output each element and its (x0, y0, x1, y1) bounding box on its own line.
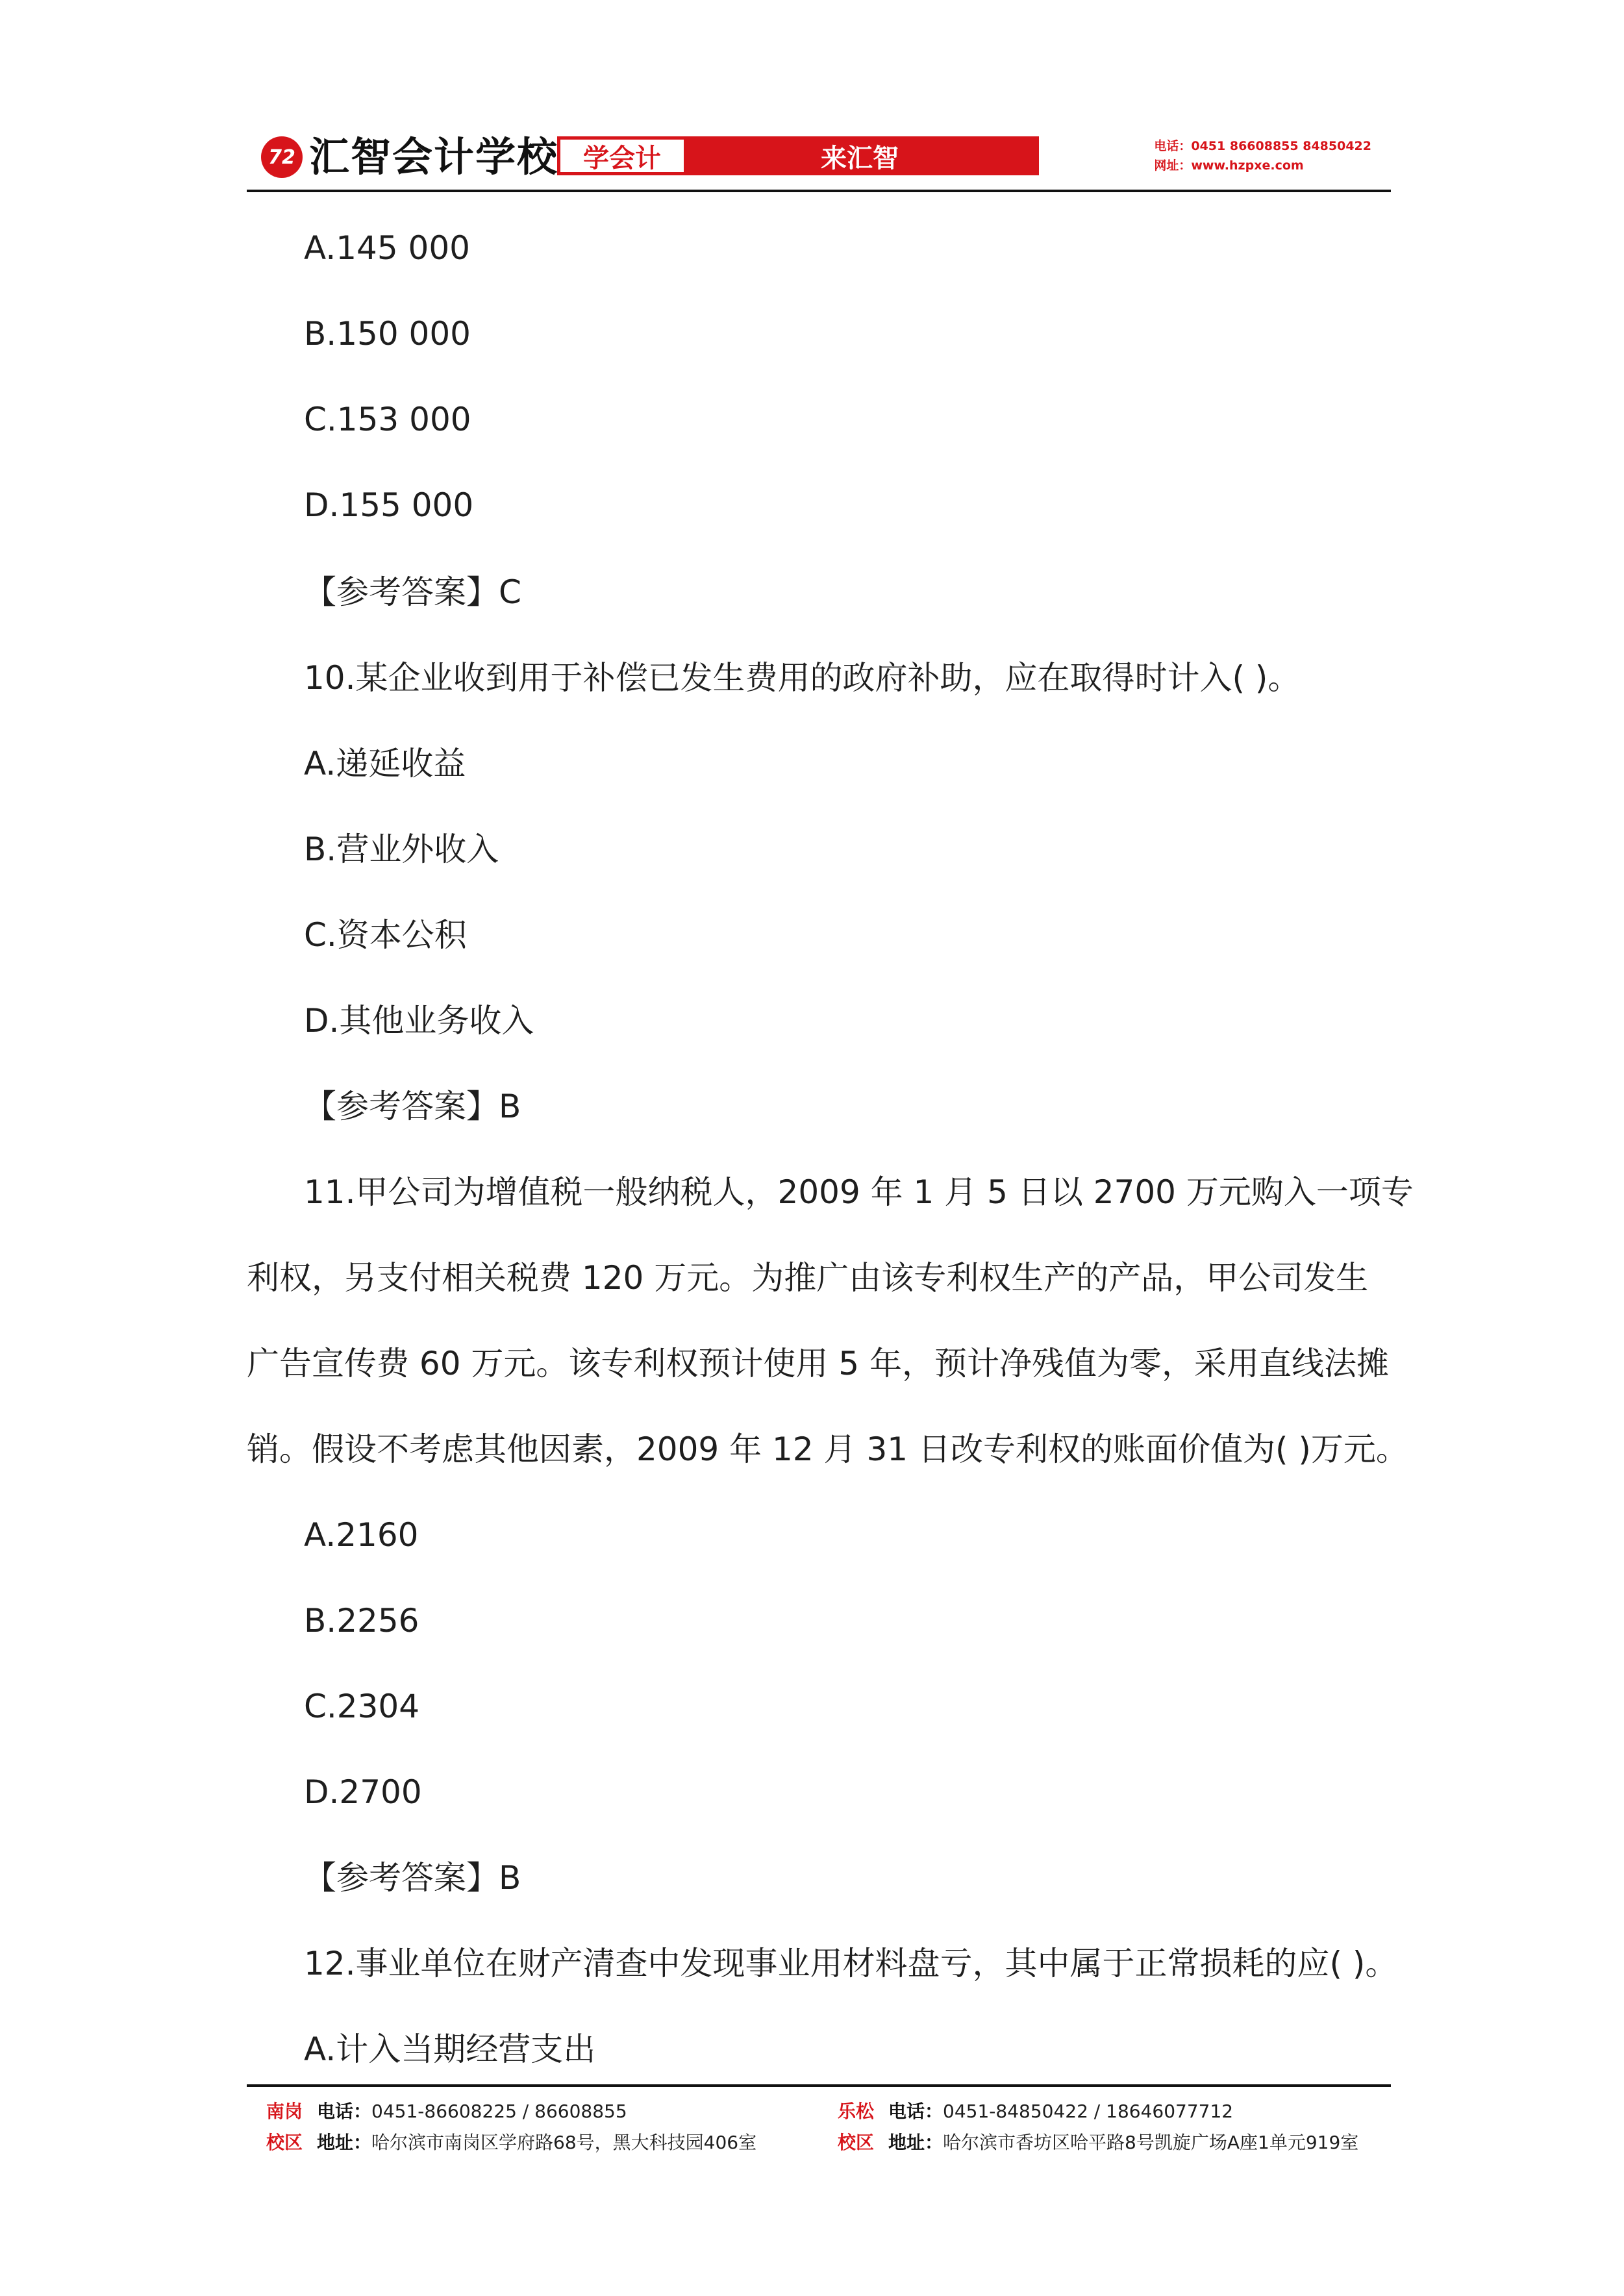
option-line: B.2256 (304, 1602, 419, 1640)
answer-line: 【参考答案】C (304, 573, 521, 611)
option-line: D.2700 (304, 1773, 422, 1811)
option-line: B.营业外收入 (304, 830, 499, 868)
option-line: A.2160 (304, 1516, 419, 1554)
footer-campus-lesong (838, 2096, 1358, 2158)
footer-divider (247, 2084, 1391, 2087)
header-contact (1154, 136, 1371, 175)
answer-line: 【参考答案】B (304, 1859, 521, 1897)
campus-label: 乐松 (838, 2101, 875, 2122)
phone-key: 电话： (888, 2101, 943, 2122)
school-name: 汇智会计学校 (309, 133, 559, 181)
campus-phone: 0451-84850422 / 18646077712 (943, 2101, 1234, 2122)
option-line: C.2304 (304, 1688, 420, 1725)
campus-label: 校区 (266, 2132, 303, 2153)
question-line: 12.事业单位在财产清查中发现事业用材料盘亏，其中属于正常损耗的应( )。 (304, 1945, 1398, 1982)
address-key: 地址： (888, 2132, 943, 2153)
campus-phone: 0451-86608225 / 86608855 (371, 2101, 627, 2122)
question-line: 广告宣传费 60 万元。该专利权预计使用 5 年，预计净残值为零，采用直线法摊 (247, 1345, 1390, 1382)
slogan-banner (557, 136, 1039, 175)
page-header (247, 127, 1391, 190)
option-line: C.153 000 (304, 401, 471, 438)
question-line: 销。假设不考虑其他因素，2009 年 12 月 31 日改专利权的账面价值为( )万元。 (247, 1430, 1408, 1468)
campus-address: 哈尔滨市香坊区哈平路8号凯旋广场A座1单元919室 (943, 2132, 1359, 2153)
header-website: 网址：www.hzpxe.com (1154, 158, 1304, 173)
option-line: D.其他业务收入 (304, 1002, 534, 1040)
question-line: 10.某企业收到用于补偿已发生费用的政府补助，应在取得时计入( )。 (304, 659, 1301, 697)
phone-key: 电话： (317, 2101, 372, 2122)
option-line: B.150 000 (304, 315, 471, 353)
campus-label: 南岗 (266, 2101, 303, 2122)
option-line: A.计入当期经营支出 (304, 2030, 596, 2068)
option-line: A.递延收益 (304, 745, 466, 782)
option-line: C.资本公积 (304, 916, 467, 954)
answer-line: 【参考答案】B (304, 1088, 521, 1125)
campus-address: 哈尔滨市南岗区学府路68号，黑大科技园406室 (371, 2132, 757, 2153)
address-key: 地址： (317, 2132, 372, 2153)
slogan-right: 来汇智 (684, 140, 1036, 172)
slogan-left: 学会计 (560, 140, 684, 172)
school-logo-icon: 72 (261, 136, 303, 178)
footer-campus-nangang (266, 2096, 756, 2158)
question-line: 利权，另支付相关税费 120 万元。为推广由该专利权生产的产品，甲公司发生 (247, 1259, 1369, 1297)
header-divider (247, 190, 1391, 192)
option-line: D.155 000 (304, 486, 474, 524)
header-phone: 电话：0451 86608855 84850422 (1154, 139, 1371, 153)
campus-label: 校区 (838, 2132, 875, 2153)
option-line: A.145 000 (304, 229, 470, 267)
question-line: 11.甲公司为增值税一般纳税人，2009 年 1 月 5 日以 2700 万元购入一项专 (304, 1173, 1414, 1211)
